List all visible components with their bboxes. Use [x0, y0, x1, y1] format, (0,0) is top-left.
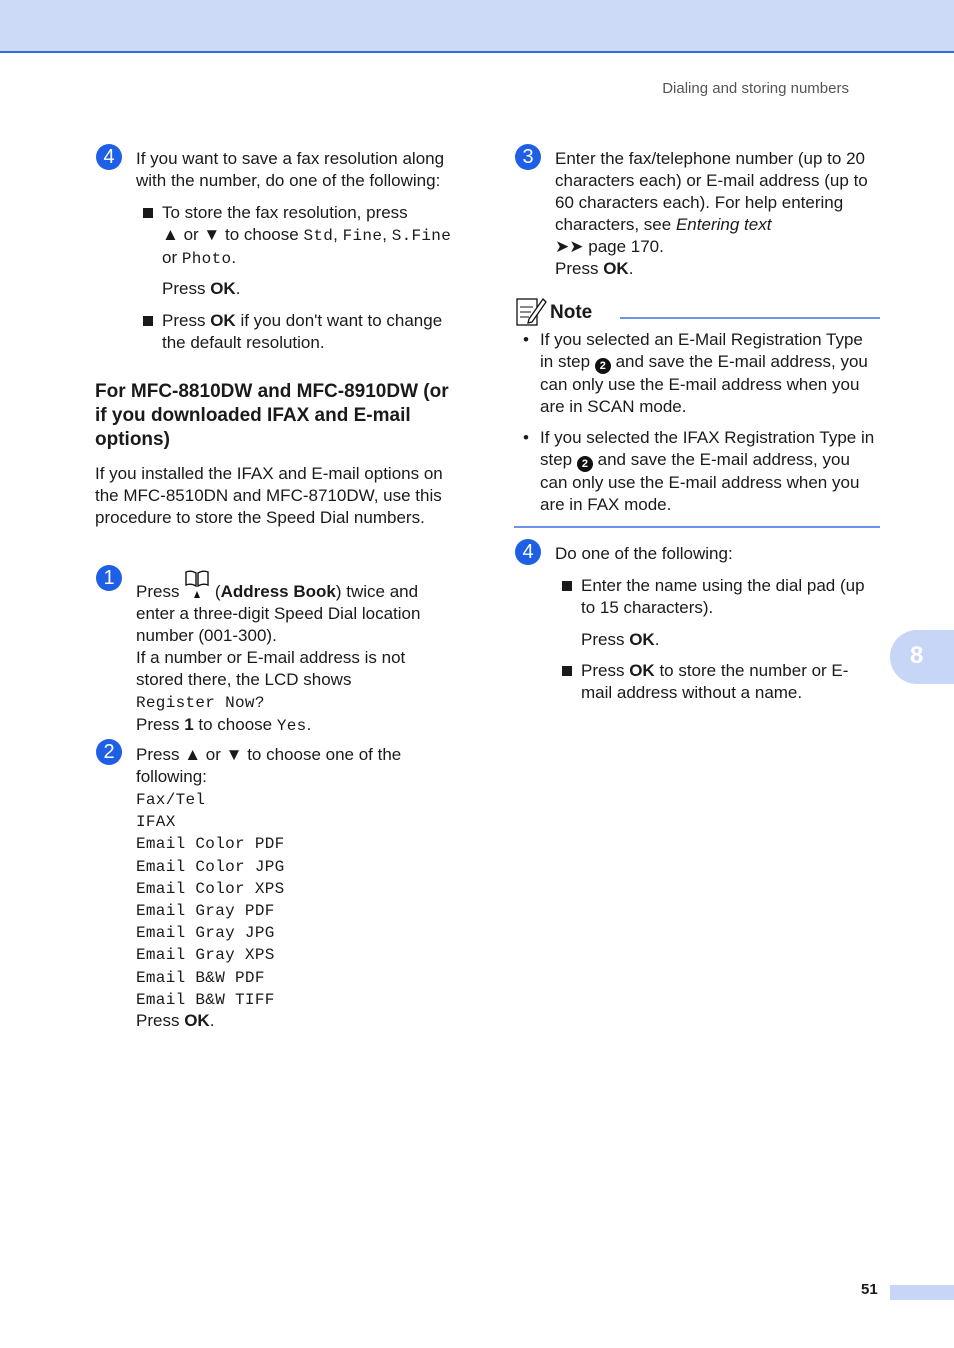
or-text: or [162, 248, 178, 267]
section-heading: For MFC-8810DW and MFC-8910DW (or if you downloaded IFAX and E-mail options) [95, 381, 449, 450]
note-text: and save the E-mail address, you can only use the E-mail address when you are in FAX mode. [540, 450, 860, 514]
address-book-icon [184, 570, 210, 590]
press-text: Press [136, 582, 180, 601]
step-text: If you want to save a fax resolution along with the number, do one of the following: [136, 149, 445, 190]
option-item: Email Color XPS [136, 879, 285, 898]
bullet-item: To store the fax resolution, press ▲ or ▼ to choose Std, Fine, S.Fine or Photo. [162, 202, 472, 270]
choose-text: to choose [224, 225, 299, 244]
bullet-text: To store the fax resolution, press [162, 203, 408, 222]
top-banner [0, 0, 954, 53]
cross-reference: Entering text [675, 215, 772, 234]
step-number: 4 [96, 144, 122, 170]
press-text: Press [162, 279, 206, 298]
note-item [540, 427, 880, 516]
press-text: Press [581, 661, 625, 680]
press-text: Press [136, 715, 180, 734]
press-text: Press [136, 1011, 180, 1030]
ok-key: OK [210, 279, 236, 298]
press-text: Press [162, 311, 206, 330]
down-arrow-icon: ▼ [203, 225, 221, 244]
intro-paragraph: If you installed the IFAX and E-mail options on the MFC-8510DN and MFC-8710DW, use this procedure to store the Speed Dial numbers. [95, 464, 443, 527]
step-number: 3 [515, 144, 541, 170]
or-text: or [205, 745, 221, 764]
note-title: Note [550, 302, 593, 323]
option-item: Email B&W PDF [136, 968, 265, 987]
running-header: Dialing and storing numbers [662, 80, 849, 97]
double-arrow-icon: ➤➤ [555, 237, 584, 256]
note-bottom-rule [514, 526, 880, 528]
option-item: IFAX [136, 813, 176, 832]
step-ref-badge: 2 [577, 456, 593, 472]
bullet-item [581, 660, 871, 704]
step-text-rest: twice and enter a three-digit Speed Dial location number (001-300). [136, 582, 421, 645]
press-ok-line: Press OK. [581, 630, 660, 649]
step-text: Do one of the following: [555, 544, 733, 563]
page-number: 51 [861, 1281, 878, 1298]
ok-key: OK [603, 259, 629, 278]
bullet-text: if you don't want to change the default resolution. [162, 311, 443, 352]
note-pencil-icon [515, 295, 547, 327]
press-text: Press [581, 630, 625, 649]
up-arrow-icon: ▲ [184, 745, 202, 764]
step-text: Enter the fax/telephone number (up to 20 characters each) or E-mail address (up to 60 characters each). For help entering characters, see Entering text ➤➤ page 170. Press OK. [555, 149, 868, 278]
bullet-item: Enter the name using the dial pad (up to 15 characters). [581, 575, 871, 619]
address-book-key: Address Book [220, 582, 336, 601]
step-number: 1 [96, 565, 122, 591]
choose-text: to choose [198, 715, 273, 734]
page-number-bar [890, 1285, 954, 1300]
option-list [136, 789, 285, 1011]
note-item [540, 329, 870, 418]
option-item: Email B&W TIFF [136, 990, 275, 1009]
option-item: Email Color JPG [136, 857, 285, 876]
option-item: Fax/Tel [136, 791, 206, 809]
step-number: 2 [96, 739, 122, 765]
or-text: or [183, 225, 199, 244]
note-text: If you selected the IFAX Registration Type in step [540, 428, 875, 469]
bullet-item [162, 310, 462, 354]
step-text-body: Enter the fax/telephone number (up to 20 characters each) or E-mail address (up to 60 characters each). For help entering characters, see [555, 149, 868, 234]
option-item: Email Gray XPS [136, 946, 275, 965]
bullet-text: to store the number or E-mail address without a name. [581, 661, 849, 702]
press-ok-line: Press OK. [162, 279, 241, 298]
press-text: Press [555, 259, 599, 278]
step-text-rest: to choose one of the following: [136, 745, 402, 786]
ok-key: OK [629, 661, 655, 680]
note-text: If you selected an E-Mail Registration Type in step [540, 330, 863, 371]
option-item: Email Gray JPG [136, 924, 275, 943]
step-text-line: If a number or E-mail address is not stored there, the LCD shows [136, 648, 406, 689]
step-text [136, 744, 436, 788]
option-fine: Fine [342, 227, 383, 245]
note-top-rule [620, 317, 880, 319]
ok-key: OK [629, 630, 655, 649]
option-std: Std [303, 227, 334, 245]
chapter-number: 8 [910, 642, 924, 669]
step-ref-badge: 2 [595, 358, 611, 374]
option-sfine: S.Fine [391, 227, 452, 245]
press-ok-line: Press OK. [136, 1011, 215, 1030]
lcd-yes: Yes [276, 717, 307, 735]
option-item: Email Gray PDF [136, 902, 275, 921]
step-text: Press (Address Book) twice and enter a three-digit Speed Dial location number (001-300). If a number or E-mail address is not stored there, the LCD shows Register Now? Press 1 to choose Yes. [136, 570, 456, 737]
ok-key: OK [210, 311, 236, 330]
chapter-tab [890, 630, 954, 684]
page-reference: page 170. [588, 237, 664, 256]
down-arrow-icon: ▼ [225, 745, 243, 764]
step-number: 4 [515, 539, 541, 565]
lcd-text: Register Now? [136, 694, 265, 712]
ok-key: OK [184, 1011, 210, 1030]
option-photo: Photo [181, 250, 232, 268]
up-arrow-icon: ▲ [162, 225, 179, 244]
press-text: Press [136, 745, 180, 764]
note-text: and save the E-mail address, you can only use the E-mail address when you are in SCAN mode. [540, 352, 868, 416]
option-item: Email Color PDF [136, 835, 285, 854]
key-1: 1 [184, 715, 194, 734]
